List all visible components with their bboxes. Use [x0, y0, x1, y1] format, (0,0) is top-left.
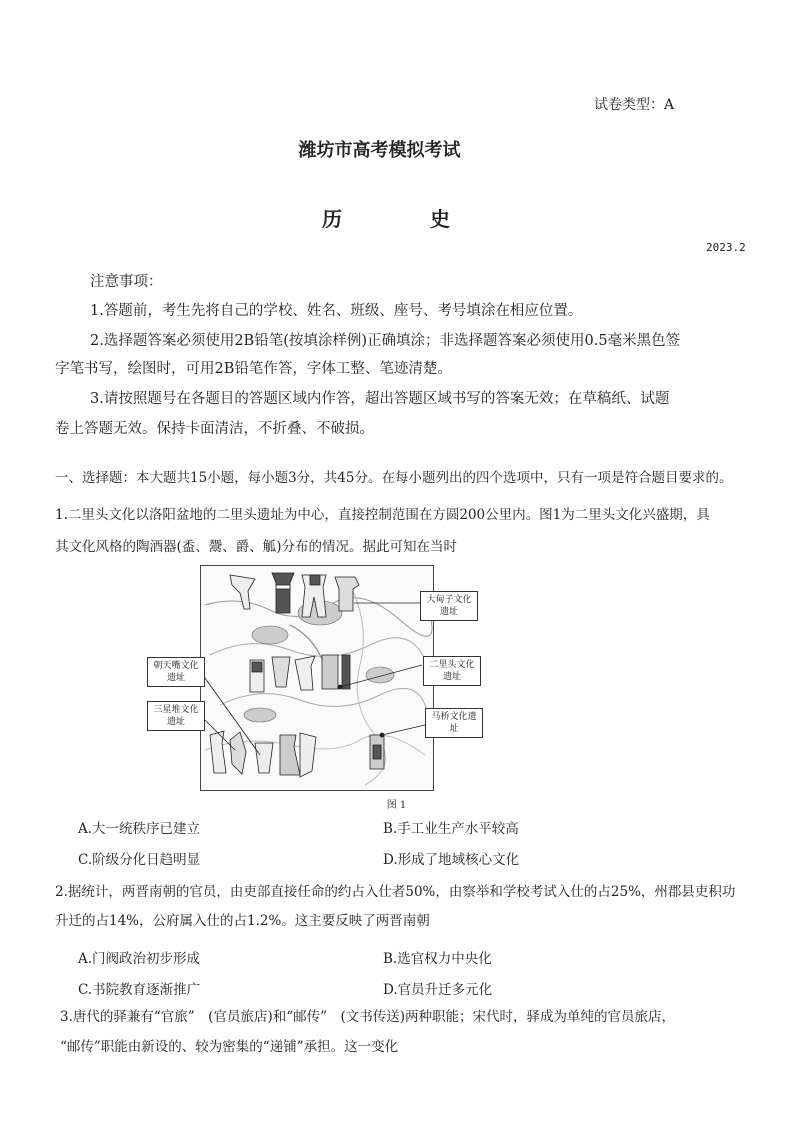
subject-char-2: 史 — [430, 207, 450, 231]
exam-date: 2023.2 — [706, 241, 746, 254]
question-2-line-1: 2.据统计，两晋南朝的官员，由吏部直接任命的约占入仕者50%，由察举和学校考试入仕的占25%，州郡县吏积功 — [55, 884, 736, 900]
question-3-line-2: “邮传”职能由新设的、较为密集的“递铺”承担。这一变化 — [60, 1039, 399, 1055]
question-1-option-d: D.形成了地域核心文化 — [383, 852, 520, 868]
question-2-option-a: A.门阀政治初步形成 — [78, 951, 201, 967]
question-2-line-2: 升迁的占14%，公府属入仕的占1.2%。这主要反映了两晋南朝 — [55, 913, 430, 929]
note-item-2-line-2: 字笔书写，绘图时，可用2B铅笔作答，字体工整、笔迹清楚。 — [55, 361, 452, 377]
question-1-option-a: A.大一统秩序已建立 — [78, 821, 201, 837]
notes-heading: 注意事项： — [90, 274, 163, 290]
map-label-erlitou: 二里头文化遗址 — [423, 656, 481, 686]
map-label-maqiao: 马桥文化遗址 — [425, 708, 483, 738]
question-1-option-b: B.手工业生产水平较高 — [383, 821, 519, 837]
note-item-3-line-2: 卷上答题无效。保持卡面清洁，不折叠、不破损。 — [55, 421, 374, 437]
figure-1-map — [200, 565, 434, 791]
question-2-option-b: B.选官权力中央化 — [383, 951, 492, 967]
note-item-3-line-1: 3.请按照题号在各题目的答题区域内作答，超出答题区域书写的答案无效；在草稿纸、试题 — [90, 391, 670, 407]
paper-type-label: 试卷类型：A — [594, 97, 675, 113]
subject-title — [0, 203, 793, 233]
question-3-line-1: 3.唐代的驿兼有“官旅” (官员旅店)和“邮传” (文书传送)两种职能；宋代时，驿成为单纯的官员旅店， — [60, 1009, 676, 1025]
question-1-option-c: C.阶级分化日趋明显 — [78, 852, 201, 868]
map-label-zhoutianzui: 朝天嘴文化遗址 — [147, 657, 205, 687]
figure-1-caption: 图 1 — [386, 800, 407, 811]
question-1-line-2: 其文化风格的陶酒器(盉、鬶、爵、觚)分布的情况。据此可知在当时 — [55, 539, 458, 555]
note-item-1: 1.答题前，考生先将自己的学校、姓名、班级、座号、考号填涂在相应位置。 — [90, 303, 583, 319]
exam-title: 潍坊市高考模拟考试 — [298, 140, 461, 161]
question-1-line-1: 1.二里头文化以洛阳盆地的二里头遗址为中心，直接控制范围在方圆200公里内。图1为二里头文化兴盛期，具 — [55, 507, 710, 523]
section-1-heading: 一、选择题：本大题共15小题，每小题3分，共45分。在每小题列出的四个选项中，只有一项是符合题目要求的。 — [55, 470, 733, 486]
note-item-2-line-1: 2.选择题答案必须使用2B铅笔(按填涂样例)正确填涂；非选择题答案必须使用0.5毫米黑色签 — [90, 333, 681, 349]
map-label-dadianzi: 大甸子文化遗址 — [420, 591, 478, 621]
subject-char-1: 历 — [322, 207, 342, 231]
map-label-sanxingdui: 三星堆文化遗址 — [147, 701, 205, 731]
question-2-option-c: C.书院教育逐渐推广 — [78, 982, 201, 998]
question-2-option-d: D.官员升迁多元化 — [383, 982, 493, 998]
